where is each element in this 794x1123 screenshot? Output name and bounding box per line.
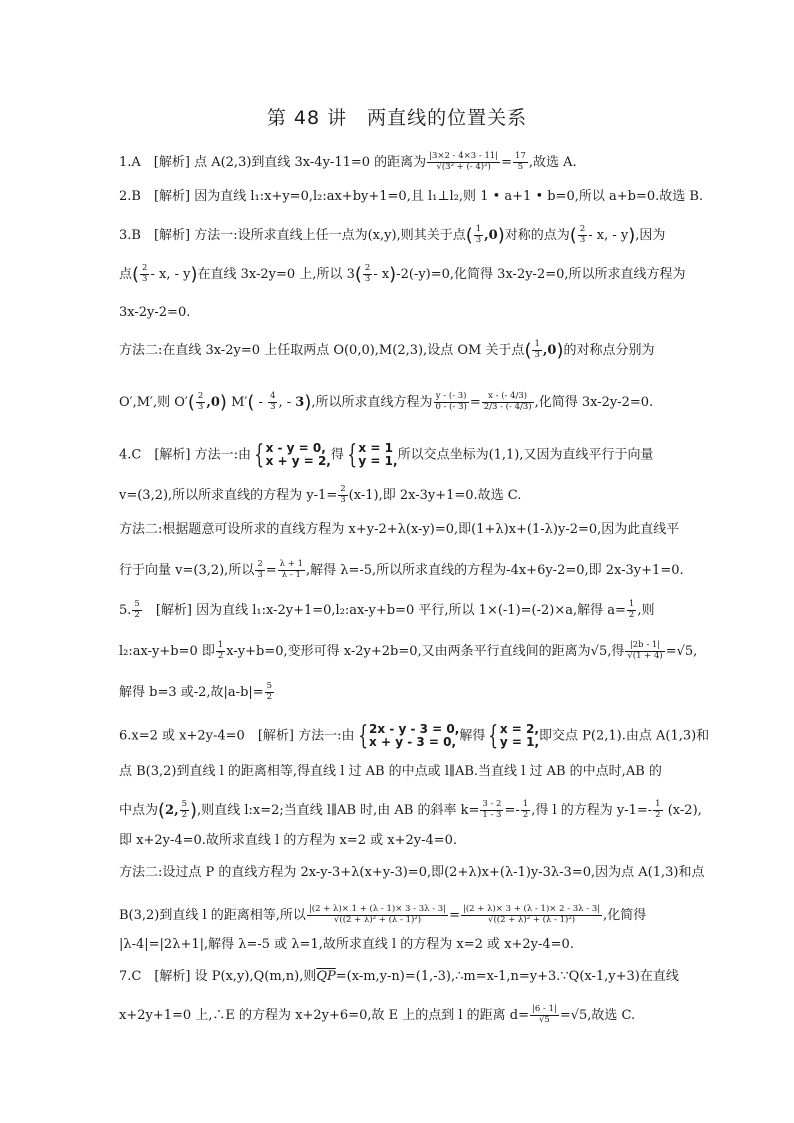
- answer-1-text: 1.A [解析] 点 A(2,3)到直线 3x-4y-11=0 的距离为: [119, 154, 427, 170]
- page-title: 第 48 讲 两直线的位置关系: [266, 107, 528, 129]
- answer-5-line-2: l₂:ax-y+b=0 即 $\frac{1}{2}$ x-y+b=0,变形可得 x-2y+2b=0,又由两条平行直线间的距离为√5,得 $\frac{|2b - 1|}{√(1 + 4)}$ =√5,: [119, 640, 698, 661]
- answer-3-line-2: 点( $\frac{2}{3}$ - x, - y)在直线 3x-2y=0 上,所以 3( $\frac{2}{3}$ - x)-2(-y)=0,化简得 3x-2y-2=0,所以所求直线方程为: [119, 263, 686, 285]
- answer-4-line-1: 4.C [解析] 方法一:由 {x - y = 0, x + y = 2,得 {x = 1 y = 1,所以交点坐标为(1,1),又因为直线平行于向量: [119, 440, 654, 470]
- answer-6-line-6: B(3,2)到直线 l 的距离相等,所以 $\frac{|(2 + \lambda)\times 1 + (\lambda - 1)\times 3 - 3\lambda - 3|}{\text{√((2 + λ)² + (λ - 1)²)}}$ = $\frac{|(2 + \lambda)\times 3 + (\lambda - 1)\times 2 - 3\lambda - 3|}{\text{√((2 + λ)² + (λ - 1)²)}}$ ,化简得: [119, 904, 647, 925]
- answer-4-line-2: v=(3,2),所以所求直线的方程为 y-1= $\frac{2}{3}$ (x-1),即 2x-3y+1=0.故选 C.: [119, 484, 522, 505]
- answer-3-line-5: O′,M′,则 O′( $\frac{2}{3}$ ,0) M′( - $\frac{4}{3}$ , - 3),所以所求直线方程为 $\frac{y - (- 3)}{0 - (- 3)}$ = $\frac{x - (- 4/3)}{2/3 - (- 4/3)}$ ,化简得 3x-2y-2=0.: [119, 391, 654, 413]
- answer-3-line-1: 3.B [解析] 方法一:设所求直线上任一点为(x,y),则其关于点( $\frac{1}{3}$ ,0)对称的点为( $\frac{2}{3}$ - x, - y),因为: [119, 224, 666, 246]
- answer-7-line-2: x+2y+1=0 上,∴E 的方程为 x+2y+6=0,故 E 上的点到 l 的距离 d= $\frac{|6 - 1|}{√5}$ =√5,故选 C.: [119, 1004, 636, 1025]
- answer-5-line-1: 5. $\frac{5}{2}$ [解析] 因为直线 l₁:x-2y+1=0,l₂:ax-y+b=0 平行,所以 1×(-1)=(-2)×a,解得 a= $\frac{1}{2}$ ,则: [119, 599, 655, 620]
- answer-3-line-4: 方法二:在直线 3x-2y=0 上任取两点 O(0,0),M(2,3),设点 OM 关于点( $\frac{1}{3}$ ,0)的对称点分别为: [119, 339, 655, 361]
- answer-1-fraction-2: $\frac{17}{5}$: [515, 151, 526, 172]
- answer-6-line-1: 6.x=2 或 x+2y-4=0 [解析] 方法一:由 {2x - y - 3 = 0, x + y - 3 = 0, 解得 {x = 2, y = 1,即交点 P(2,1).由点 A(1,3)和: [119, 721, 710, 751]
- answer-4-line-4: 行于向量 v=(3,2),所以 $\frac{2}{3}$ = $\frac{\lambda + 1}{\lambda - 1}$ ,解得 λ=-5,所以所求直线的方程为-4x+6y-2=0,即 2x-3y+1=0.: [119, 559, 684, 580]
- answer-2: 2.B [解析] 因为直线 l₁:x+y=0,l₂:ax+by+1=0,且 l₁⊥l₂,则 1 • a+1 • b=0,所以 a+b=0.故选 B.: [119, 189, 704, 204]
- answer-4-line-3: 方法二:根据题意可设所求的直线方程为 x+y-2+λ(x-y)=0,即(1+λ)x+(1-λ)y-2=0,因为此直线平: [119, 522, 680, 537]
- answer-6-line-7: |λ-4|=|2λ+1|,解得 λ=-5 或 λ=1,故所求直线 l 的方程为 x=2 或 x+2y-4=0.: [119, 937, 574, 952]
- answer-6-line-5: 方法二:设过点 P 的直线方程为 2x-y-3+λ(x+y-3)=0,即(2+λ)x+(λ-1)y-3λ-3=0,因为点 A(1,3)和点: [119, 865, 705, 880]
- answer-6-line-2: 点 B(3,2)到直线 l 的距离相等,得直线 l 过 AB 的中点或 l∥AB.当直线 l 过 AB 的中点时,AB 的: [119, 764, 662, 779]
- answer-6-line-4: 即 x+2y-4=0.故所求直线 l 的方程为 x=2 或 x+2y-4=0.: [119, 833, 458, 848]
- answer-3-line-3: 3x-2y-2=0.: [119, 305, 191, 320]
- answer-5-line-3: 解得 b=3 或-2,故|a-b|= $\frac{5}{2}$: [119, 681, 273, 702]
- answer-6-line-3: 中点为(2, $\frac{5}{2}$ ),则直线 l:x=2;当直线 l∥AB 时,由 AB 的斜率 k= $\frac{3 - 2}{1 - 3}$ =- $\frac{1}{2}$ ,得 l 的方程为 y-1=- $\frac{1}{2}$ (x-2),: [119, 799, 702, 821]
- answer-7-line-1: 7.C [解析] 设 P(x,y),Q(m,n),则$\overline{QP}=(x-m,y-n)=(1,-3),\therefore m=x-1,n=y+3.\because Q(x-1,y+3)$在直线: [119, 969, 679, 984]
- answer-1: 1.A [解析] 点 A(2,3)到直线 3x-4y-11=0 的距离为 $\frac{|3\times 2 - 4\times 3 - 11|}{\text{√(3² + (- 4)²)}}$ = $\frac{17}{5}$ ,故选 A.: [119, 151, 577, 172]
- answer-1-fraction: $\frac{|3\times 2 - 4\times 3 - 11|}{\text{√(3² + (- 4)²)}}$: [429, 151, 499, 172]
